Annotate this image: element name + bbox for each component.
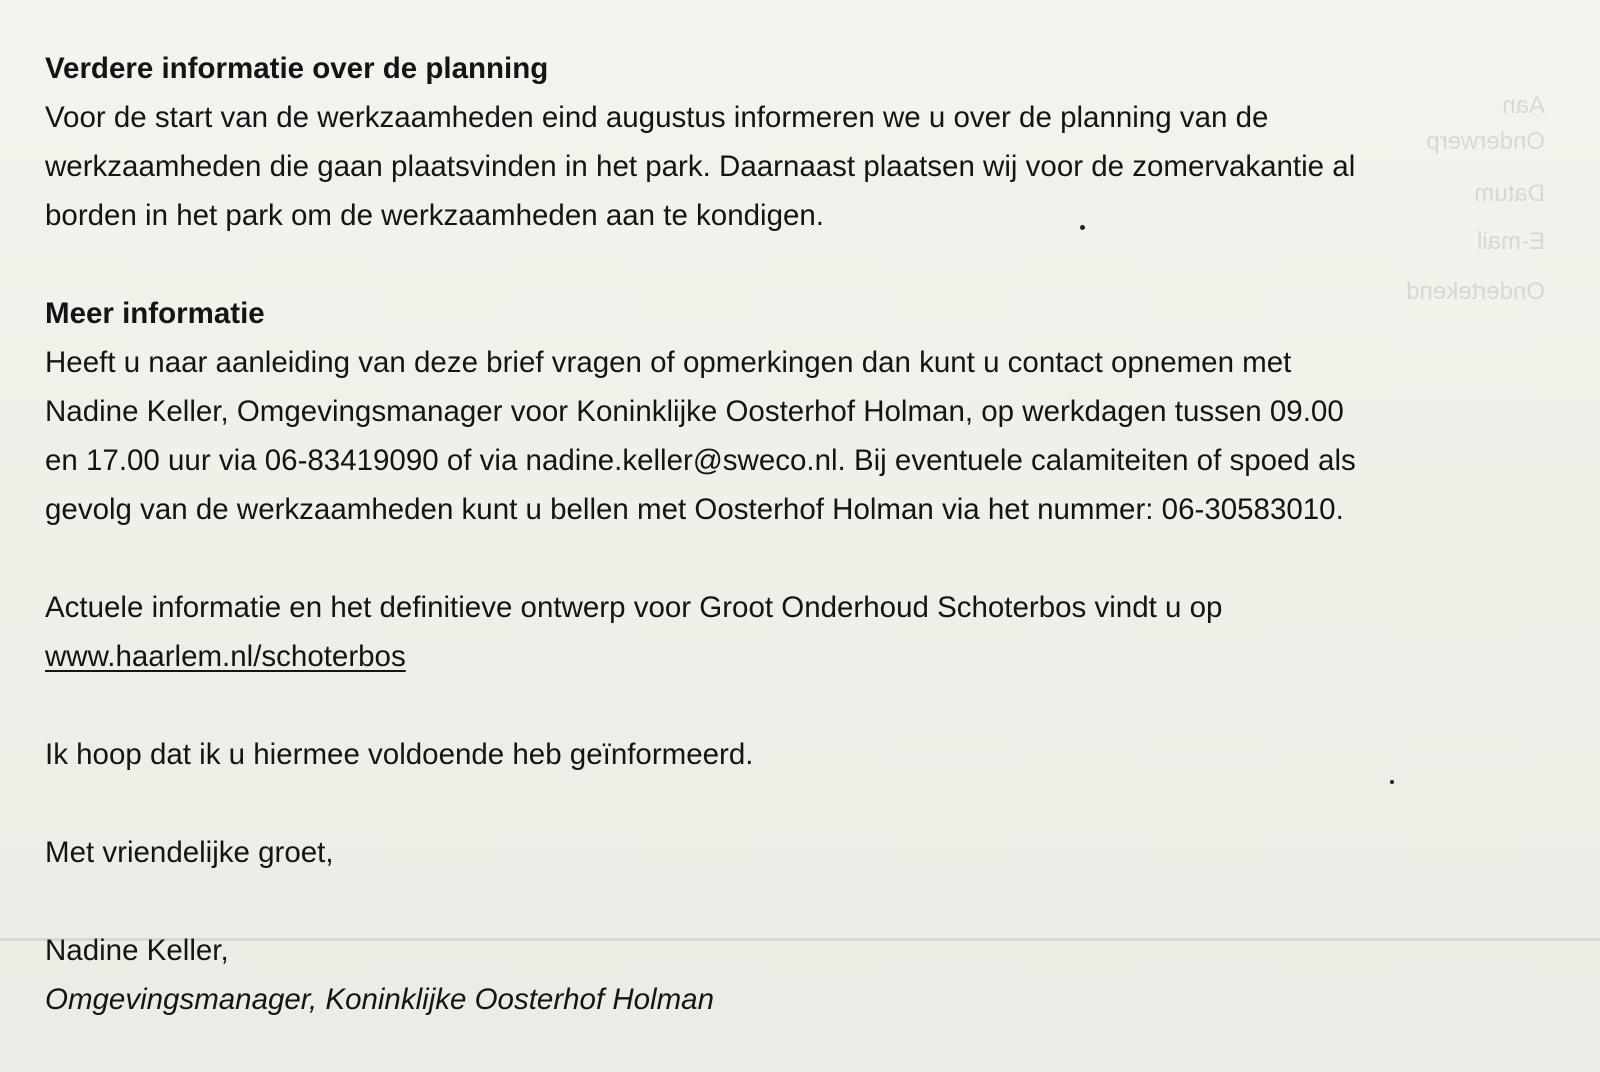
signer-title: Omgevingsmanager, Koninklijke Oosterhof Holman bbox=[45, 983, 714, 1016]
more-info-line: gevolg van de werkzaamheden kunt u bellen met Oosterhof Holman via het nummer: 06-30583010. bbox=[45, 493, 1344, 526]
bleed-text: Datum bbox=[1474, 180, 1545, 207]
signer-name: Nadine Keller, bbox=[45, 934, 229, 967]
bleed-text: Aan bbox=[1502, 92, 1545, 119]
letter-body bbox=[45, 44, 1565, 1024]
bleed-text: E-mail bbox=[1476, 228, 1545, 255]
more-info-line: en 17.00 uur via 06-83419090 of via nadine.keller@sweco.nl. Bij eventuele calamiteiten of spoed als bbox=[45, 444, 1356, 477]
planning-line: borden in het park om de werkzaamheden aan te kondigen. bbox=[45, 199, 824, 232]
planning-line: werkzaamheden die gaan plaatsvinden in het park. Daarnaast plaatsen wij voor de zomervakantie al bbox=[45, 150, 1356, 183]
closing-greeting: Met vriendelijke groet, bbox=[45, 836, 334, 869]
spacer bbox=[45, 681, 1565, 730]
spacer bbox=[45, 779, 1565, 828]
actual-info-line: Actuele informatie en het definitieve ontwerp voor Groot Onderhoud Schoterbos vindt u op bbox=[45, 591, 1223, 624]
more-info-line: Nadine Keller, Omgevingsmanager voor Koninklijke Oosterhof Holman, op werkdagen tussen 09.00 bbox=[45, 395, 1344, 428]
spacer bbox=[45, 534, 1565, 583]
more-info-heading: Meer informatie bbox=[45, 297, 265, 330]
planning-heading: Verdere informatie over de planning bbox=[45, 52, 549, 85]
bleed-text: Ondertekend bbox=[1406, 278, 1545, 305]
bleed-text: Onderwerp bbox=[1426, 128, 1545, 155]
closing-hope: Ik hoop dat ik u hiermee voldoende heb geïnformeerd. bbox=[45, 738, 754, 771]
spacer bbox=[45, 877, 1565, 926]
schoterbos-link[interactable]: www.haarlem.nl/schoterbos bbox=[45, 640, 406, 673]
more-info-line: Heeft u naar aanleiding van deze brief vragen of opmerkingen dan kunt u contact opnemen met bbox=[45, 346, 1292, 379]
actual-info-link-row bbox=[45, 632, 1565, 681]
planning-line: Voor de start van de werkzaamheden eind augustus informeren we u over de planning van de bbox=[45, 101, 1269, 134]
spacer bbox=[45, 240, 1565, 289]
